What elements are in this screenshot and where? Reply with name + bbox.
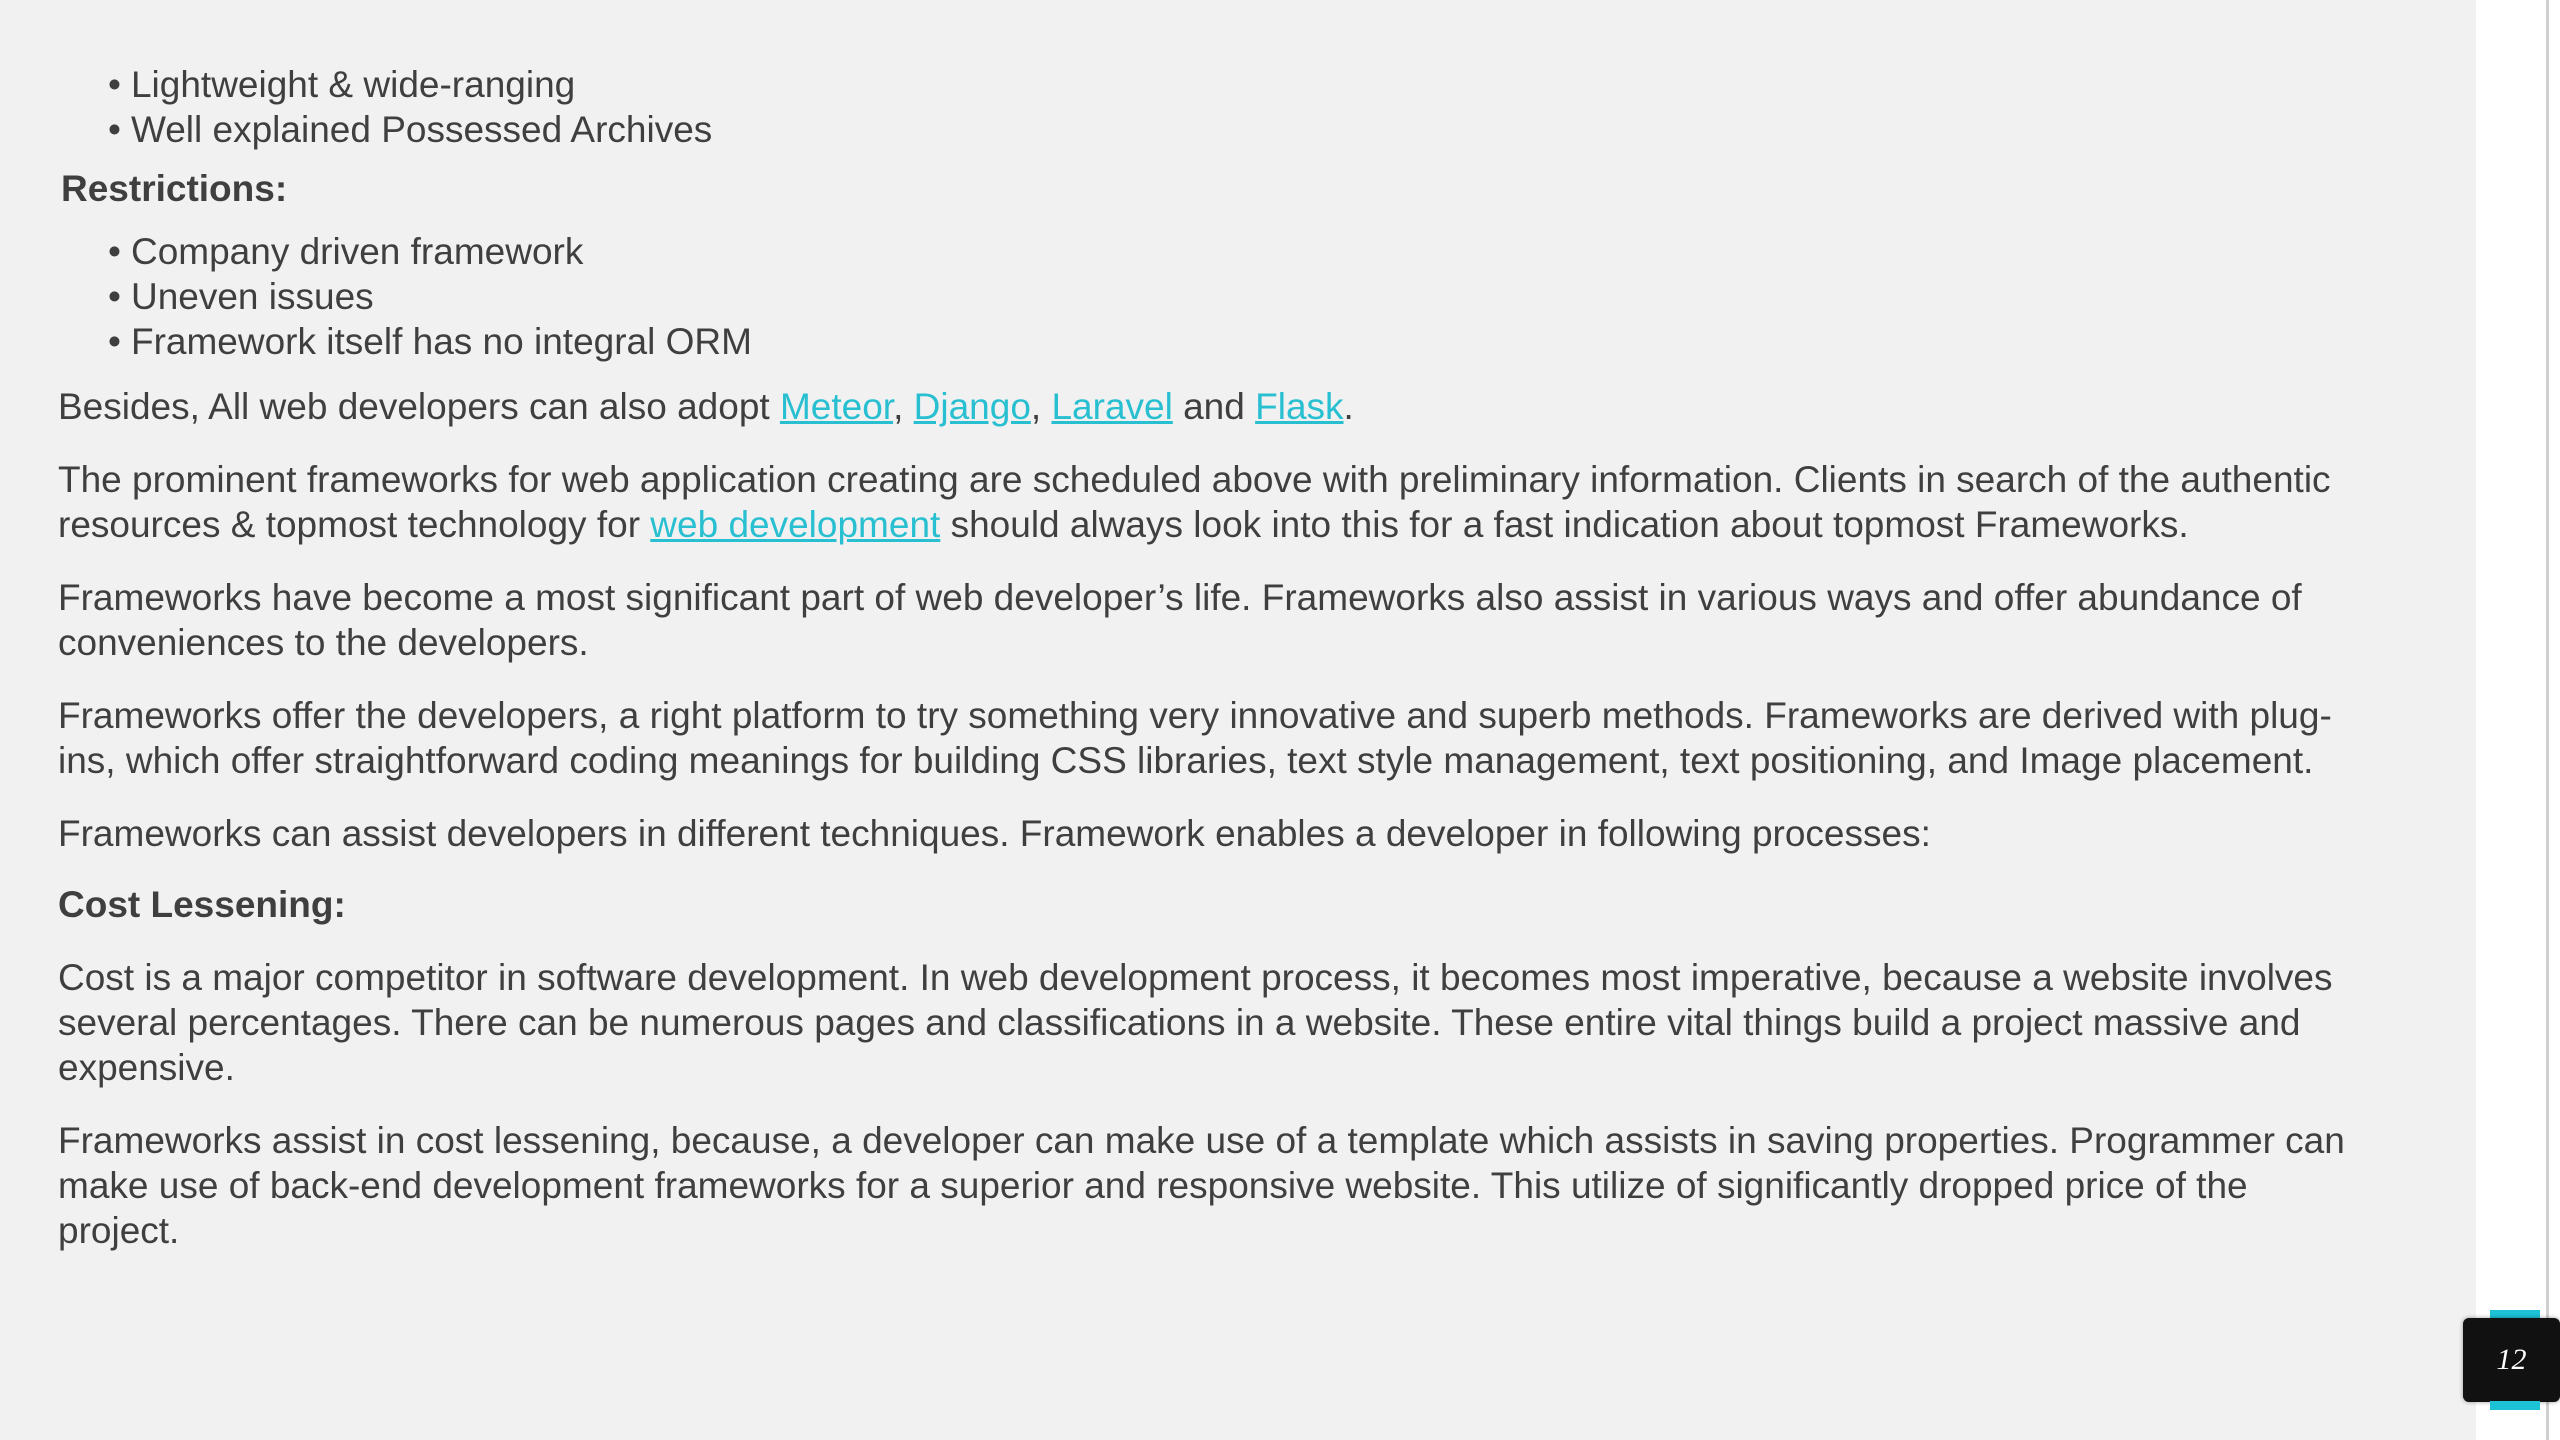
- besides-paragraph: [58, 384, 2358, 429]
- significant-paragraph: Frameworks have become a most significant part of web developer’s life. Frameworks also assist in various ways and offer abundance of conveniences to the developers.: [58, 577, 2302, 663]
- period: .: [1343, 386, 1354, 427]
- separator: ,: [1030, 386, 1052, 427]
- laravel-link[interactable]: Laravel: [1051, 386, 1173, 427]
- paragraph-text: The prominent frameworks for web application creating are scheduled above with preliminary information. Clients in search of the authentic resources & topmost technology for: [58, 459, 2331, 545]
- list-item: • Uneven issues: [108, 274, 2358, 319]
- paragraph-text: should always look into this for a fast indication about topmost Frameworks.: [940, 504, 2189, 545]
- list-item: • Lightweight & wide-ranging: [108, 62, 2358, 107]
- list-item: • Company driven framework: [108, 229, 2358, 274]
- restrictions-list: [58, 229, 2358, 364]
- restrictions-heading: Restrictions:: [61, 168, 288, 209]
- features-list: [58, 62, 2358, 152]
- list-item: • Well explained Possessed Archives: [108, 107, 2358, 152]
- offer-paragraph: Frameworks offer the developers, a right platform to try something very innovative and superb methods. Frameworks are derived with plug-ins, which offer straightforward coding meanings for building CSS libraries, text style management, text positioning, and Image placement.: [58, 695, 2332, 781]
- separator: ,: [893, 386, 914, 427]
- prominent-paragraph: [58, 457, 2358, 547]
- flask-link[interactable]: Flask: [1255, 386, 1344, 427]
- web-development-link[interactable]: web development: [650, 504, 941, 545]
- meteor-link[interactable]: Meteor: [779, 386, 894, 427]
- page-number: 12: [2496, 1343, 2527, 1376]
- besides-text: Besides, All web developers can also adopt: [58, 386, 780, 427]
- page-edge-divider: [2546, 0, 2549, 1440]
- document-content: [58, 62, 2358, 1253]
- cost-paragraph-2: Frameworks assist in cost lessening, because, a developer can make use of a template which assists in saving properties. Programmer can make use of back-end development frameworks for a superior and responsive website. This utilize of significantly dropped price of the project.: [58, 1120, 2345, 1251]
- page-badge-accent: [2490, 1401, 2540, 1410]
- cost-paragraph-1: Cost is a major competitor in software development. In web development process, it becomes most imperative, because a website involves several percentages. There can be numerous pages and classifications in a website. These entire vital things build a project massive and expensive.: [58, 957, 2333, 1088]
- list-item: • Framework itself has no integral ORM: [108, 319, 2358, 364]
- cost-lessening-heading: Cost Lessening:: [58, 884, 346, 925]
- assist-paragraph: Frameworks can assist developers in different techniques. Framework enables a developer in following processes:: [58, 813, 1931, 854]
- django-link[interactable]: Django: [913, 386, 1031, 427]
- separator: and: [1172, 386, 1256, 427]
